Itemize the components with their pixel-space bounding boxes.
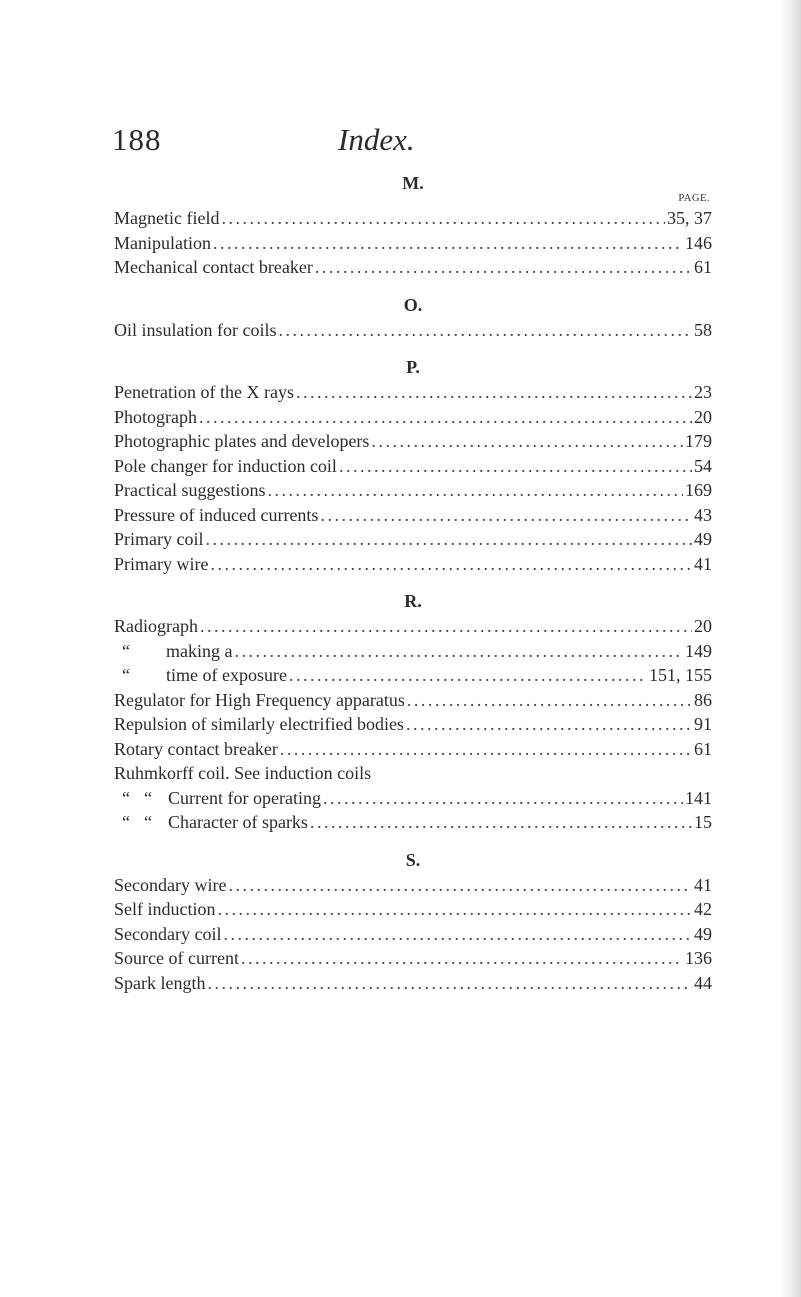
index-section [114,354,712,576]
entry-term-text: making a [166,640,233,661]
dot-leader [208,971,693,996]
entry-term-text: Practical suggestions [114,480,266,500]
index-entry [114,318,712,343]
index-entry [114,503,712,528]
index-entry [114,688,712,713]
entry-term-text: Repulsion of similarly electrified bodies [114,714,404,734]
index-section [114,170,712,280]
entry-term [114,946,239,971]
entry-term [114,873,226,898]
ditto-mark: “ [144,812,152,832]
entry-pages: 49 [694,923,712,944]
entry-term-text: Penetration of the X rays [114,382,294,402]
dot-leader [296,380,692,405]
index-list [114,170,712,995]
section-letter: M. [402,173,424,193]
index-entry [114,873,712,898]
section-letter: O. [403,294,423,315]
entry-pages: 43 [694,504,712,525]
dot-leader [267,478,683,503]
dot-leader [241,946,683,971]
entry-pages: 42 [694,899,712,919]
dot-leader [323,786,683,811]
entry-term-text: Photographic plates and developers [114,431,370,451]
index-entry [114,922,712,947]
entry-pages: 141 [685,787,712,808]
page-header [112,122,712,170]
page-edge-shadow [779,0,801,1297]
entry-term-text: Rotary contact breaker [114,738,278,759]
entry-pages: 146 [685,232,712,253]
entry-pages: 15 [694,812,712,832]
index-entry [114,527,712,552]
dot-leader [200,614,692,639]
entry-pages: 58 [694,319,712,340]
entry-term [114,897,216,922]
entry-term-text: Source of current [114,948,239,968]
entry-pages: 41 [694,874,712,895]
entry-term-text: Primary wire [114,553,209,574]
dot-leader [199,405,692,430]
index-section [114,292,712,343]
entry-pages: 44 [694,972,712,993]
entry-term-text: Photograph [114,406,197,427]
dot-leader [228,873,692,898]
index-entry [114,761,712,786]
running-title: Index. [338,122,415,157]
entry-term-text: Regulator for High Frequency apparatus [114,689,405,710]
entry-term [114,639,232,664]
entry-term [114,527,203,552]
entry-term [114,971,206,996]
entry-pages: 23 [694,382,712,402]
entry-term [114,429,369,454]
entry-term [114,737,278,762]
index-entry [114,206,712,231]
entry-term-text: Character of sparks [168,812,308,832]
dot-leader [320,503,692,528]
entry-term-text: Radiograph [114,616,198,636]
dot-leader [310,810,692,835]
dot-leader [339,454,692,479]
entry-term [114,761,371,786]
dot-leader [315,255,692,280]
entry-term-text: Secondary coil [114,923,222,944]
dot-leader [406,712,692,737]
index-entry [114,971,712,996]
ditto-mark: “ [122,665,130,685]
entry-pages: 136 [685,948,712,968]
entry-term [114,786,321,811]
page-column-label: PAGE. [678,193,710,204]
entry-term [114,503,318,528]
entry-pages: 61 [694,257,712,277]
dot-leader [289,663,647,688]
entry-term [114,405,197,430]
entry-term [114,663,287,688]
index-entry [114,663,712,688]
entry-term-text: Secondary wire [114,874,227,895]
entry-term-text: Primary coil [114,529,204,549]
entry-term [114,454,337,479]
index-entry [114,639,712,664]
ditto-mark: “ [122,640,130,661]
dot-leader [234,639,683,664]
entry-term [114,478,265,503]
entry-term [114,922,221,947]
entry-pages: 61 [694,738,712,759]
entry-pages: 20 [694,406,712,427]
dot-leader [205,527,692,552]
entry-term [114,712,404,737]
entry-pages: 179 [685,431,712,451]
entry-pages: 49 [694,529,712,549]
dot-leader [221,206,665,231]
entry-pages: 151, 155 [649,665,712,685]
index-entry [114,946,712,971]
entry-term [114,614,198,639]
entry-term-text: Pressure of induced currents [114,504,319,525]
index-entry [114,786,712,811]
entry-pages: 91 [694,714,712,734]
index-entry [114,454,712,479]
dot-leader [223,922,692,947]
entry-pages: 54 [694,455,712,476]
entry-term-text: Spark length [114,972,206,993]
entry-term [114,380,294,405]
entry-term-text: Ruhmkorff coil. See induction coils [114,763,372,783]
dot-leader [218,897,693,922]
entry-pages: 169 [685,480,712,500]
entry-term [114,231,211,256]
index-entry [114,712,712,737]
entry-term-text: time of exposure [166,665,287,685]
entry-term [114,318,276,343]
entry-term-text: Mechanical contact breaker [114,257,313,277]
index-entry [114,897,712,922]
ditto-mark: “ [122,812,130,832]
dot-leader [407,688,692,713]
index-entry [114,405,712,430]
dot-leader [213,231,683,256]
index-entry [114,255,712,280]
index-entry [114,231,712,256]
entry-term [114,810,308,835]
ditto-mark: “ [122,787,130,808]
entry-pages: 35, 37 [667,208,712,228]
index-entry [114,737,712,762]
dot-leader [280,737,692,762]
index-entry [114,380,712,405]
section-letter: S. [405,849,421,870]
entry-term [114,206,219,231]
entry-pages: 149 [685,640,712,661]
dot-leader [371,429,683,454]
entry-term-text: Current for operating [168,787,321,808]
entry-term-text: Manipulation [114,232,211,253]
index-section [114,847,712,996]
entry-term-text: Pole changer for induction coil [114,455,337,476]
entry-term-text: Oil insulation for coils [114,319,277,340]
entry-pages: 20 [694,616,712,636]
dot-leader [210,552,692,577]
page-number: 188 [112,122,162,157]
section-letter: R. [404,591,422,611]
entry-term [114,688,405,713]
index-entry [114,614,712,639]
entry-pages: 86 [694,689,712,710]
ditto-mark: “ [144,787,152,808]
entry-term [114,255,313,280]
entry-term-text: Magnetic field [114,208,220,228]
index-entry [114,552,712,577]
dot-leader [278,318,692,343]
entry-term [114,552,208,577]
index-entry [114,429,712,454]
entry-pages: 41 [694,553,712,574]
index-entry [114,478,712,503]
entry-term-text: Self induction [114,899,216,919]
section-letter: P. [406,357,420,377]
index-section [114,588,712,835]
index-entry [114,810,712,835]
